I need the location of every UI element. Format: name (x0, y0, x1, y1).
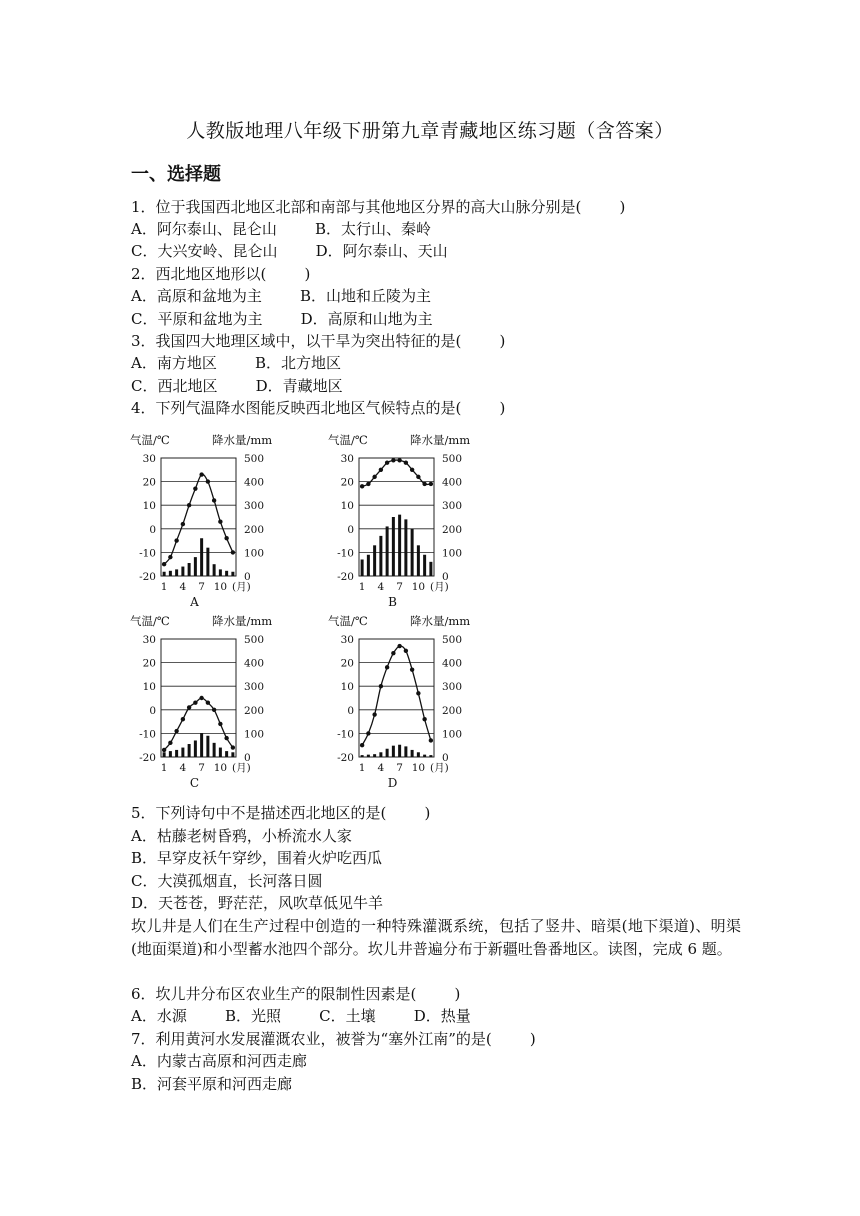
precipitation-tick: 0 (442, 571, 449, 583)
temperature-point (391, 651, 395, 655)
temperature-axis-label: 气温/℃ (130, 614, 170, 628)
precipitation-tick: 400 (244, 476, 265, 489)
temperature-point (404, 649, 408, 653)
temperature-point (385, 665, 389, 669)
month-tick: 4 (179, 762, 187, 774)
question-3: 3．我国四大地理区域中，以干旱为突出特征的是( ) (131, 332, 506, 350)
precipitation-bar (231, 752, 234, 757)
month-tick: 4 (377, 762, 385, 774)
temperature-point (372, 475, 376, 479)
precipitation-tick: 500 (442, 634, 463, 646)
temperature-point (416, 691, 420, 695)
precipitation-bar (206, 736, 209, 757)
precipitation-bar (200, 733, 203, 757)
temperature-point (422, 717, 426, 721)
temperature-point (429, 738, 433, 742)
temperature-tick: 10 (340, 681, 354, 694)
precipitation-bar (175, 569, 178, 576)
precipitation-bar (417, 752, 420, 757)
section-heading: 一、选择题 (131, 164, 221, 185)
month-tick: 4 (179, 581, 187, 593)
question-3-options-cd: C．西北地区 D．青藏地区 (131, 377, 343, 395)
precipitation-tick: 500 (244, 634, 265, 646)
temperature-point (404, 461, 408, 465)
precipitation-bar (367, 555, 370, 576)
temperature-tick: 20 (340, 476, 354, 489)
question-7: 7．利用黄河水发展灌溉农业，被誉为“塞外江南”的是( ) (131, 1030, 536, 1048)
temperature-point (416, 475, 420, 479)
precipitation-bar (392, 746, 395, 757)
precipitation-tick: 200 (244, 523, 265, 536)
temperature-point (410, 667, 414, 671)
temperature-tick: -20 (337, 571, 354, 583)
temperature-point (187, 705, 191, 709)
precipitation-tick: 400 (442, 476, 463, 489)
temperature-axis-label: 气温/℃ (328, 614, 368, 628)
temperature-tick: 0 (347, 704, 354, 717)
temperature-point (397, 644, 401, 648)
precipitation-bar (373, 545, 376, 576)
precipitation-bar (169, 751, 172, 757)
temperature-point (231, 550, 235, 554)
climate-chart-c (128, 611, 278, 800)
temperature-tick: -20 (139, 571, 156, 583)
temperature-tick: -10 (139, 728, 156, 741)
month-tick: 4 (377, 581, 385, 593)
temperature-point (174, 538, 178, 542)
precipitation-tick: 0 (244, 752, 251, 764)
question-1-options-ab: A．阿尔泰山、昆仑山 B．太行山、秦岭 (131, 220, 432, 238)
question-5-option-d: D．天苍苍，野茫茫，风吹草低见牛羊 (131, 894, 384, 912)
temperature-point (366, 731, 370, 735)
temperature-point (181, 717, 185, 721)
precipitation-bar (373, 754, 376, 757)
temperature-point (212, 708, 216, 712)
temperature-point (168, 741, 172, 745)
precipitation-bar (194, 740, 197, 757)
plot-frame (359, 639, 434, 757)
question-2-options-ab: A．高原和盆地为主 B．山地和丘陵为主 (131, 287, 432, 305)
question-5-option-c: C．大漠孤烟直，长河落日圆 (131, 872, 323, 890)
temperature-point (199, 696, 203, 700)
temperature-point (224, 736, 228, 740)
temperature-tick: -10 (139, 547, 156, 560)
precipitation-tick: 100 (442, 728, 463, 741)
precipitation-bar (398, 515, 401, 576)
temperature-point (231, 745, 235, 749)
plot-frame (161, 458, 236, 576)
question-6: 6．坎儿井分布区农业生产的限制性因素是( ) (131, 985, 461, 1003)
precipitation-bar (181, 567, 184, 576)
question-7-option-b: B．河套平原和河西走廊 (131, 1075, 293, 1093)
precipitation-bar (213, 743, 216, 757)
precipitation-bar (411, 529, 414, 576)
month-tick: 1 (358, 762, 366, 774)
precipitation-tick: 400 (244, 657, 265, 670)
temperature-tick: 30 (142, 634, 156, 646)
month-tick: 7 (396, 581, 403, 593)
chart-letter: B (388, 595, 397, 609)
temperature-point (174, 729, 178, 733)
precipitation-bar (219, 748, 222, 757)
precipitation-bar (206, 548, 209, 576)
month-tick: 7 (396, 762, 403, 774)
temperature-point (391, 458, 395, 462)
precipitation-bar (175, 750, 178, 757)
temperature-tick: 0 (149, 704, 156, 717)
temperature-tick: 30 (340, 634, 354, 646)
precipitation-axis-label: 降水量/mm (212, 614, 273, 628)
temperature-point (397, 458, 401, 462)
month-tick: 10 (411, 762, 426, 774)
month-tick: 10 (213, 581, 228, 593)
precipitation-tick: 200 (244, 704, 265, 717)
precipitation-bar (379, 752, 382, 757)
temperature-point (181, 522, 185, 526)
month-tick: 1 (160, 581, 168, 593)
question-5: 5．下列诗句中不是描述西北地区的是( ) (131, 804, 431, 822)
precipitation-bar (386, 749, 389, 757)
precipitation-bar (386, 526, 389, 576)
precipitation-bar (225, 751, 228, 757)
month-tick: 7 (198, 581, 205, 593)
temperature-point (379, 684, 383, 688)
month-unit: (月) (232, 762, 251, 774)
temperature-tick: 10 (142, 500, 156, 513)
precipitation-tick: 400 (442, 657, 463, 670)
temperature-tick: 20 (340, 657, 354, 670)
question-4: 4．下列气温降水图能反映西北地区气候特点的是( ) (131, 399, 506, 417)
precipitation-tick: 100 (442, 547, 463, 560)
temperature-line (362, 646, 431, 745)
precipitation-bar (367, 755, 370, 757)
temperature-point (422, 482, 426, 486)
precipitation-bar (200, 538, 203, 576)
temperature-axis-label: 气温/℃ (130, 433, 170, 447)
temperature-point (187, 503, 191, 507)
temperature-tick: 20 (142, 476, 156, 489)
temperature-axis-label: 气温/℃ (328, 433, 368, 447)
temperature-tick: 10 (340, 500, 354, 513)
question-2: 2．西北地区地形以( ) (131, 265, 311, 283)
question-2-options-cd: C．平原和盆地为主 D．高原和山地为主 (131, 310, 433, 328)
temperature-tick: -20 (139, 752, 156, 764)
temperature-point (379, 468, 383, 472)
precipitation-tick: 0 (244, 571, 251, 583)
precipitation-axis-label: 降水量/mm (212, 433, 273, 447)
precipitation-bar (213, 564, 216, 576)
month-tick: 10 (213, 762, 228, 774)
temperature-tick: -20 (337, 752, 354, 764)
precipitation-bar (423, 555, 426, 576)
temperature-tick: 30 (142, 453, 156, 465)
precipitation-bar (423, 755, 426, 757)
temperature-point (372, 712, 376, 716)
temperature-point (224, 536, 228, 540)
precipitation-tick: 200 (442, 523, 463, 536)
temperature-point (360, 484, 364, 488)
temperature-tick: 20 (142, 657, 156, 670)
precipitation-bar (219, 569, 222, 576)
precipitation-bar (429, 755, 432, 757)
page-title: 人教版地理八年级下册第九章青藏地区练习题（含答案） (186, 120, 674, 142)
temperature-line (164, 474, 233, 564)
month-unit: (月) (430, 581, 449, 593)
precipitation-tick: 200 (442, 704, 463, 717)
precipitation-bar (231, 572, 234, 576)
precipitation-bar (361, 559, 364, 576)
question-3-options-ab: A．南方地区 B．北方地区 (131, 354, 342, 372)
month-tick: 1 (160, 762, 168, 774)
question-5-option-b: B．早穿皮袄午穿纱，围着火炉吃西瓜 (131, 849, 383, 867)
precipitation-tick: 100 (244, 547, 265, 560)
precipitation-bar (188, 563, 191, 576)
precipitation-bar (404, 519, 407, 576)
temperature-point (162, 748, 166, 752)
precipitation-bar (188, 744, 191, 757)
temperature-point (206, 701, 210, 705)
precipitation-tick: 0 (442, 752, 449, 764)
temperature-point (360, 743, 364, 747)
precipitation-tick: 500 (244, 453, 265, 465)
month-unit: (月) (430, 762, 449, 774)
month-tick: 10 (411, 581, 426, 593)
temperature-line (362, 460, 431, 486)
temperature-point (212, 498, 216, 502)
climate-chart-a (128, 430, 278, 619)
precipitation-bar (392, 517, 395, 576)
temperature-tick: 0 (347, 523, 354, 536)
precipitation-bar (169, 571, 172, 576)
temperature-tick: -10 (337, 547, 354, 560)
question-1-options-cd: C．大兴安岭、昆仑山 D．阿尔泰山、天山 (131, 242, 448, 260)
month-unit: (月) (232, 581, 251, 593)
temperature-point (366, 482, 370, 486)
temperature-point (193, 486, 197, 490)
question-5-option-a: A．枯藤老树昏鸦，小桥流水人家 (131, 827, 352, 845)
precipitation-bar (163, 572, 166, 576)
precipitation-bar (225, 571, 228, 576)
chart-letter: A (190, 595, 199, 609)
temperature-point (429, 482, 433, 486)
temperature-tick: 10 (142, 681, 156, 694)
chart-letter: C (189, 776, 200, 790)
precipitation-axis-label: 降水量/mm (410, 433, 471, 447)
temperature-point (410, 468, 414, 472)
precipitation-bar (163, 752, 166, 757)
temperature-point (193, 701, 197, 705)
precipitation-tick: 100 (244, 728, 265, 741)
precipitation-bar (411, 750, 414, 757)
precipitation-tick: 300 (442, 500, 463, 513)
temperature-point (162, 562, 166, 566)
precipitation-tick: 300 (244, 681, 265, 694)
climate-chart-b (326, 430, 476, 619)
passage-karez: 坎儿井是人们在生产过程中创造的一种特殊灌溉系统，包括了竖井、暗渠(地下渠道)、明渠(地面渠道)和小型蓄水池四个部分。坎儿井普遍分布于新疆吐鲁番地区。读图，完成 6 题。 (131, 917, 741, 958)
precipitation-bar (194, 557, 197, 576)
temperature-tick: 0 (149, 523, 156, 536)
precipitation-bar (379, 536, 382, 576)
month-tick: 1 (358, 581, 366, 593)
plot-frame (359, 458, 434, 576)
temperature-tick: -10 (337, 728, 354, 741)
precipitation-bar (404, 746, 407, 757)
precipitation-axis-label: 降水量/mm (410, 614, 471, 628)
climate-chart-d (326, 611, 476, 800)
precipitation-bar (417, 545, 420, 576)
question-7-option-a: A．内蒙古高原和河西走廊 (131, 1052, 307, 1070)
month-tick: 7 (198, 762, 205, 774)
precipitation-tick: 300 (244, 500, 265, 513)
temperature-point (206, 479, 210, 483)
temperature-point (385, 461, 389, 465)
temperature-point (199, 472, 203, 476)
precipitation-bar (181, 748, 184, 757)
temperature-tick: 30 (340, 453, 354, 465)
question-1: 1．位于我国西北地区北部和南部与其他地区分界的高大山脉分别是( ) (131, 198, 626, 216)
precipitation-bar (429, 562, 432, 576)
question-6-options: A．水源 B．光照 C．土壤 D．热量 (131, 1007, 471, 1025)
precipitation-bar (361, 755, 364, 757)
temperature-point (218, 520, 222, 524)
precipitation-bar (398, 745, 401, 757)
precipitation-tick: 300 (442, 681, 463, 694)
precipitation-tick: 500 (442, 453, 463, 465)
chart-letter: D (387, 776, 398, 790)
temperature-point (218, 722, 222, 726)
temperature-point (168, 555, 172, 559)
